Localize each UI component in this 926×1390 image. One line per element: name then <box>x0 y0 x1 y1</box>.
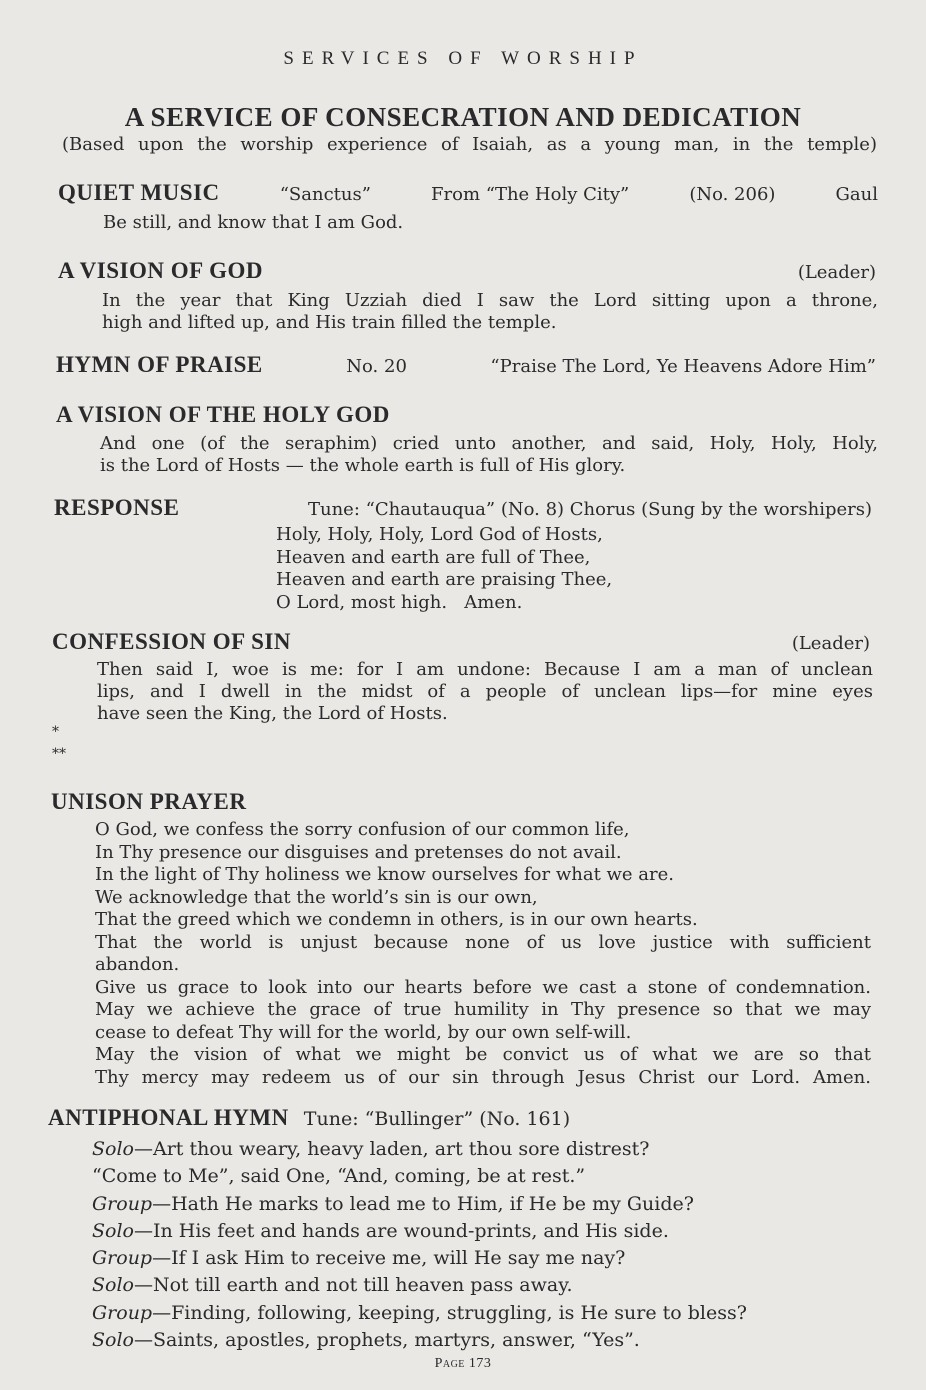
antiphonal-hymn-row <box>48 1105 570 1131</box>
asterisk-mark-1: * <box>52 724 59 740</box>
antiphonal-hymn-text <box>92 1138 747 1356</box>
antiphon-text: “Come to Me”, said One, “And, coming, be at rest.” <box>92 1165 586 1188</box>
vision-of-god-heading: A VISION OF GOD <box>58 258 263 283</box>
vision-of-god-line-1: In the year that King Uzziah died I saw the Lord sitting upon a throne, <box>102 290 878 311</box>
prayer-line: We acknowledge that the world’s sin is our own, <box>95 886 538 908</box>
quiet-music-line: Be still, and know that I am God. <box>103 212 404 233</box>
quiet-music-source: From “The Holy City” <box>431 184 630 205</box>
vision-holy-god-line-1: And one (of the seraphim) cried unto another, and said, Holy, Holy, Holy, <box>100 433 878 454</box>
prayer-line: In the light of Thy holiness we know ourselves for what we are. <box>95 864 675 885</box>
hymn-of-praise-heading: HYMN OF PRAISE <box>56 352 263 377</box>
prayer-line: abandon. <box>95 954 180 975</box>
response-line-1: Holy, Holy, Holy, Lord God of Hosts, <box>276 524 603 545</box>
confession-row <box>52 629 870 655</box>
antiphon-text: —Art thou weary, heavy laden, art thou sore distrest? <box>133 1138 650 1160</box>
antiphon-line <box>92 1329 747 1356</box>
antiphon-line <box>92 1274 747 1301</box>
antiphon-text: —Finding, following, keeping, struggling, is He sure to bless? <box>152 1301 747 1324</box>
antiphon-line <box>92 1220 747 1247</box>
confession-line-1: Then said I, woe is me: for I am undone: Because I am a man of unclean <box>97 659 873 680</box>
prayer-line: cease to defeat Thy will for the world, by our own self-will. <box>95 1021 632 1043</box>
hymn-of-praise-row <box>56 352 876 378</box>
quiet-music-piece: “Sanctus” <box>279 184 371 205</box>
prayer-line: O God, we confess the sorry confusion of our common life, <box>95 819 630 840</box>
antiphonal-hymn-tune: Tune: “Bullinger” (No. 161) <box>303 1108 571 1130</box>
quiet-music-heading: QUIET MUSIC <box>58 180 220 205</box>
antiphon-text: —Not till earth and not till heaven pass away. <box>133 1274 573 1297</box>
response-tune: Tune: “Chautauqua” (No. 8) Chorus (Sung by the worshipers) <box>307 499 872 520</box>
antiphon-line <box>92 1302 747 1329</box>
antiphon-text: —Hath He marks to lead me to Him, if He be my Guide? <box>152 1192 694 1215</box>
confession-text <box>97 659 873 725</box>
unison-prayer-heading: UNISON PRAYER <box>51 789 247 814</box>
unison-prayer-text <box>95 819 871 1089</box>
quiet-music-row <box>58 180 878 206</box>
asterisk-mark-2: ** <box>52 746 66 762</box>
hymn-of-praise-title: “Praise The Lord, Ye Heavens Adore Him” <box>490 356 876 377</box>
confession-line-2: lips, and I dwell in the midst of a people of unclean lips—for mine eyes <box>97 681 873 702</box>
hymn-of-praise-number: No. 20 <box>346 356 407 377</box>
antiphon-text: —Saints, apostles, prophets, martyrs, answer, “Yes”. <box>133 1329 640 1352</box>
prayer-line: May the vision of what we might be convict us of what we are so that <box>95 1044 871 1065</box>
confession-role: (Leader) <box>791 633 870 654</box>
response-line-4: O Lord, most high. Amen. <box>276 592 523 614</box>
vision-of-god-role: (Leader) <box>797 262 876 283</box>
antiphon-line <box>92 1165 747 1192</box>
antiphon-line <box>92 1193 747 1220</box>
antiphon-text: —In His feet and hands are wound-prints, and His side. <box>133 1219 669 1242</box>
confession-line-3: have seen the King, the Lord of Hosts. <box>97 703 448 724</box>
antiphon-line <box>92 1138 747 1165</box>
vision-holy-god-heading: A VISION OF THE HOLY GOD <box>56 402 390 427</box>
response-row <box>54 495 872 521</box>
vision-holy-god-text <box>100 433 878 477</box>
response-line-3: Heaven and earth are praising Thee, <box>276 569 613 591</box>
running-head: SERVICES OF WORSHIP <box>283 48 643 69</box>
prayer-line: May we achieve the grace of true humility in Thy presence so that we may <box>95 999 871 1020</box>
antiphon-speaker: Solo <box>92 1138 134 1160</box>
antiphon-speaker: Group <box>92 1301 153 1324</box>
antiphon-speaker: Group <box>92 1247 153 1270</box>
vision-of-god-row <box>58 258 876 284</box>
service-title: A SERVICE OF CONSECRATION AND DEDICATION <box>124 102 802 132</box>
service-subtitle: (Based upon the worship experience of Isaiah, as a young man, in the temple) <box>62 134 877 155</box>
antiphon-speaker: Solo <box>92 1219 134 1242</box>
page-number: Page 173 <box>434 1356 492 1371</box>
antiphon-speaker: Group <box>92 1192 153 1215</box>
response-heading: RESPONSE <box>54 495 180 520</box>
response-verse <box>276 524 612 615</box>
prayer-line: Thy mercy may redeem us of our sin through Jesus Christ our Lord. Amen. <box>95 1066 871 1088</box>
vision-of-god-text <box>102 290 878 334</box>
confession-heading: CONFESSION OF SIN <box>52 629 291 654</box>
antiphonal-hymn-heading: ANTIPHONAL HYMN <box>48 1105 289 1130</box>
prayer-line: In Thy presence our disguises and pretenses do not avail. <box>95 841 622 863</box>
antiphon-speaker: Solo <box>92 1274 134 1297</box>
antiphon-speaker: Solo <box>92 1329 134 1352</box>
response-line-2: Heaven and earth are full of Thee, <box>276 546 591 568</box>
antiphon-text: —If I ask Him to receive me, will He say me nay? <box>152 1247 626 1270</box>
vision-holy-god-line-2: is the Lord of Hosts — the whole earth is full of His glory. <box>100 455 626 476</box>
antiphon-line <box>92 1247 747 1274</box>
prayer-line: Give us grace to look into our hearts before we cast a stone of condemnation. <box>95 976 871 998</box>
quiet-music-composer: Gaul <box>835 184 878 205</box>
prayer-line: That the greed which we condemn in others, is in our own hearts. <box>95 909 698 930</box>
quiet-music-number: (No. 206) <box>689 184 776 205</box>
prayer-line: That the world is unjust because none of us love justice with sufficient <box>95 931 871 953</box>
vision-of-god-line-2: high and lifted up, and His train filled the temple. <box>102 312 557 333</box>
